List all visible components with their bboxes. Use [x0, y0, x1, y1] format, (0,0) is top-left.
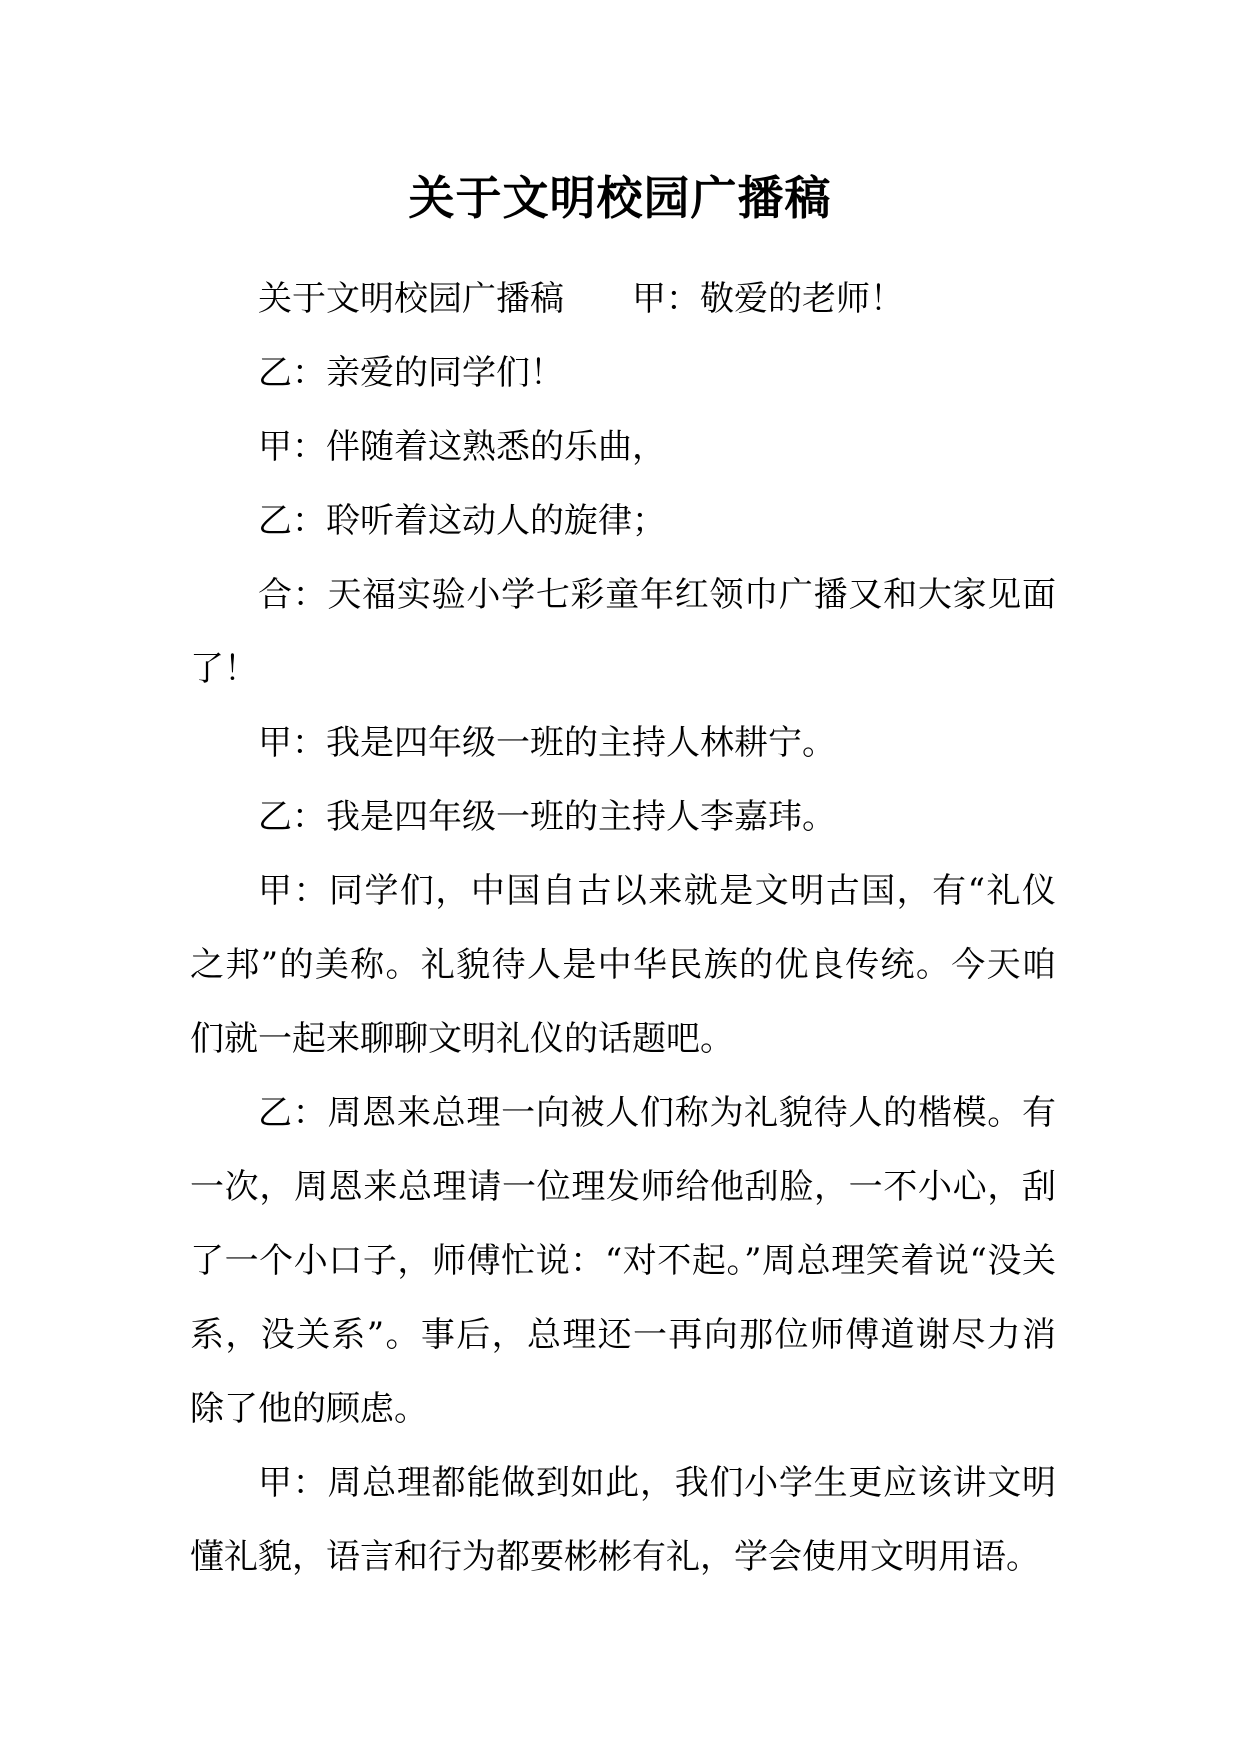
paragraph: 乙：我是四年级一班的主持人李嘉玮。 [258, 797, 836, 837]
opening-greeting-text: 甲：敬爱的老师！ [632, 279, 904, 319]
paragraph: 甲：周总理都能做到如此，我们小学生更应该讲文明懂礼貌，语言和行为都要彬彬有礼，学会使用文明用语。 [190, 1463, 1056, 1577]
paragraph: 甲：伴随着这熟悉的乐曲， [258, 427, 666, 467]
paragraph: 乙：周恩来总理一向被人们称为礼貌待人的楷模。有一次，周恩来总理请一位理发师给他刮脸，一不小心，刮了一个小口子，师傅忙说：“对不起。”周总理笑着说“没关系，没关系”。事后，总理还一再向那位师傅道谢尽力消除了他的顾虑。 [190, 1093, 1056, 1429]
paragraph: 甲：我是四年级一班的主持人林耕宁。 [258, 723, 836, 763]
paragraph: 乙：亲爱的同学们！ [258, 353, 564, 393]
paragraph: 乙：聆听着这动人的旋律； [258, 501, 666, 541]
paragraph: 甲：同学们，中国自古以来就是文明古国，有“礼仪之邦”的美称。礼貌待人是中华民族的优良传统。今天咱们就一起来聊聊文明礼仪的话题吧。 [190, 871, 1056, 1059]
document-title: 关于文明校园广播稿 [408, 171, 832, 225]
document-body [190, 262, 1056, 1594]
paragraph: 合：天福实验小学七彩童年红领巾广播又和大家见面了！ [190, 575, 1056, 689]
opening-title-text: 关于文明校园广播稿 [258, 279, 564, 319]
paragraph-opening [190, 262, 1056, 336]
